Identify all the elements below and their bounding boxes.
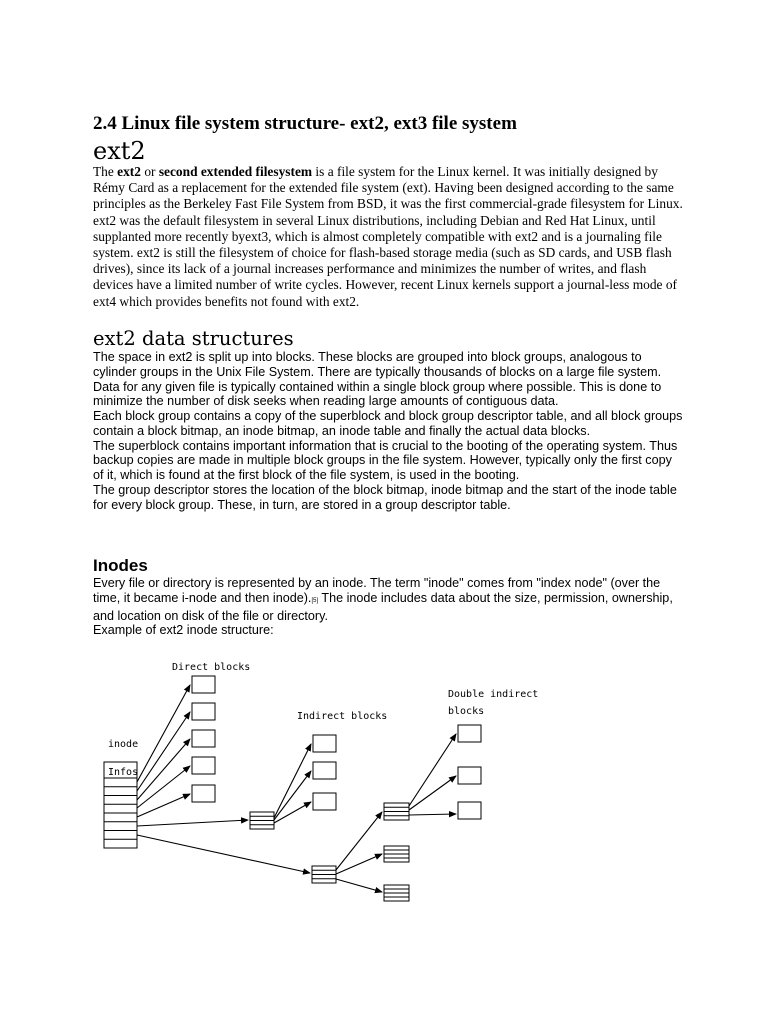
indirect-data-block xyxy=(313,735,336,752)
double-indirect-data-block xyxy=(458,802,481,819)
section-title: 2.4 Linux file system structure- ext2, ext3 file system xyxy=(93,113,517,134)
inode-label: inode xyxy=(108,739,139,750)
inode-example-caption: Example of ext2 inode structure: xyxy=(93,623,274,638)
ext2-heading: ext2 xyxy=(93,137,146,165)
indirect-data-block xyxy=(313,793,336,810)
double-indirect-data-block xyxy=(458,767,481,784)
inodes-heading: Inodes xyxy=(93,556,148,575)
direct-block xyxy=(192,676,215,693)
infos-label: Infos xyxy=(108,767,139,778)
double-indirect-label-line2: blocks xyxy=(448,706,485,717)
direct-block xyxy=(192,730,215,747)
ext2-text: The xyxy=(93,164,118,179)
ext2-text: is a file system for the Linux kernel. It was initially designed by Rémy Card as a replacement for the extended file system (ext). Having been designed according to the same principles as the Berkeley Fast File System from BSD, it was the first commercial-grade filesystem for Linux. ext2 was the default filesystem in several Linux distributions, including Debian and Red Hat Linux, until supplanted more recently byext3, which is almost completely compatible with ext2 and is a journaling file system. ext2 is still the filesystem of choice for flash-based storage media (such as SD cards, and USB flash drives), since its lack of a journal increases performance and minimizes the number of writes, and flash devices have a limited number of write cycles. However, recent Linux kernels support a journal-less mode of ext4 which provides benefits not found with ext2. xyxy=(93,164,683,309)
indirect-data-block xyxy=(313,762,336,779)
double-indirect-data-block xyxy=(458,725,481,742)
inodes-text: The inode includes data about the size, permission, ownership, and location on disk of the file or directory. xyxy=(93,590,673,623)
direct-block xyxy=(192,703,215,720)
second-extended-term: second extended filesystem xyxy=(158,164,313,179)
direct-block xyxy=(192,757,215,774)
ext2-term: ext2 xyxy=(117,164,141,179)
direct-blocks-label: Direct blocks xyxy=(172,662,251,673)
data-structures-heading: ext2 data structures xyxy=(93,327,294,350)
indirect-blocks-label: Indirect blocks xyxy=(297,711,388,722)
citation-ref[interactable]: [5] xyxy=(311,597,319,604)
direct-block xyxy=(192,785,215,802)
data-structures-paragraph: The space in ext2 is split up into blocks. These blocks are grouped into block groups, analogous to cylinder groups in the Unix File System. There are typically thousands of blocks on a large file system. Data for any given file is typically contained within a single block group where possible. This is done to minimize the number of disk seeks when reading large amounts of contiguous data. xyxy=(93,350,662,409)
data-structures-paragraph: The group descriptor stores the location of the block bitmap, inode bitmap and the start of the inode table for every block group. These, in turn, are stored in a group descriptor table. xyxy=(93,482,677,512)
data-structures-paragraph: Each block group contains a copy of the superblock and block group descriptor table, and all block groups contain a block bitmap, an inode bitmap, an inode table and finally the actual data blocks. xyxy=(93,409,683,438)
ext2-text: or xyxy=(140,164,159,179)
double-indirect-label: Double indirect xyxy=(448,689,539,700)
inodes-text: Every file or directory is represented by an inode. The term "inode" comes from "index node" (over the time, it became i-node and then inode). xyxy=(93,576,661,605)
data-structures-paragraph: The superblock contains important information that is crucial to the booting of the operating system. Thus backup copies are made in multiple block groups in the file system. However, typically only the first copy of it, which is found at the first block of the file system, is used in the booting. xyxy=(93,438,678,482)
